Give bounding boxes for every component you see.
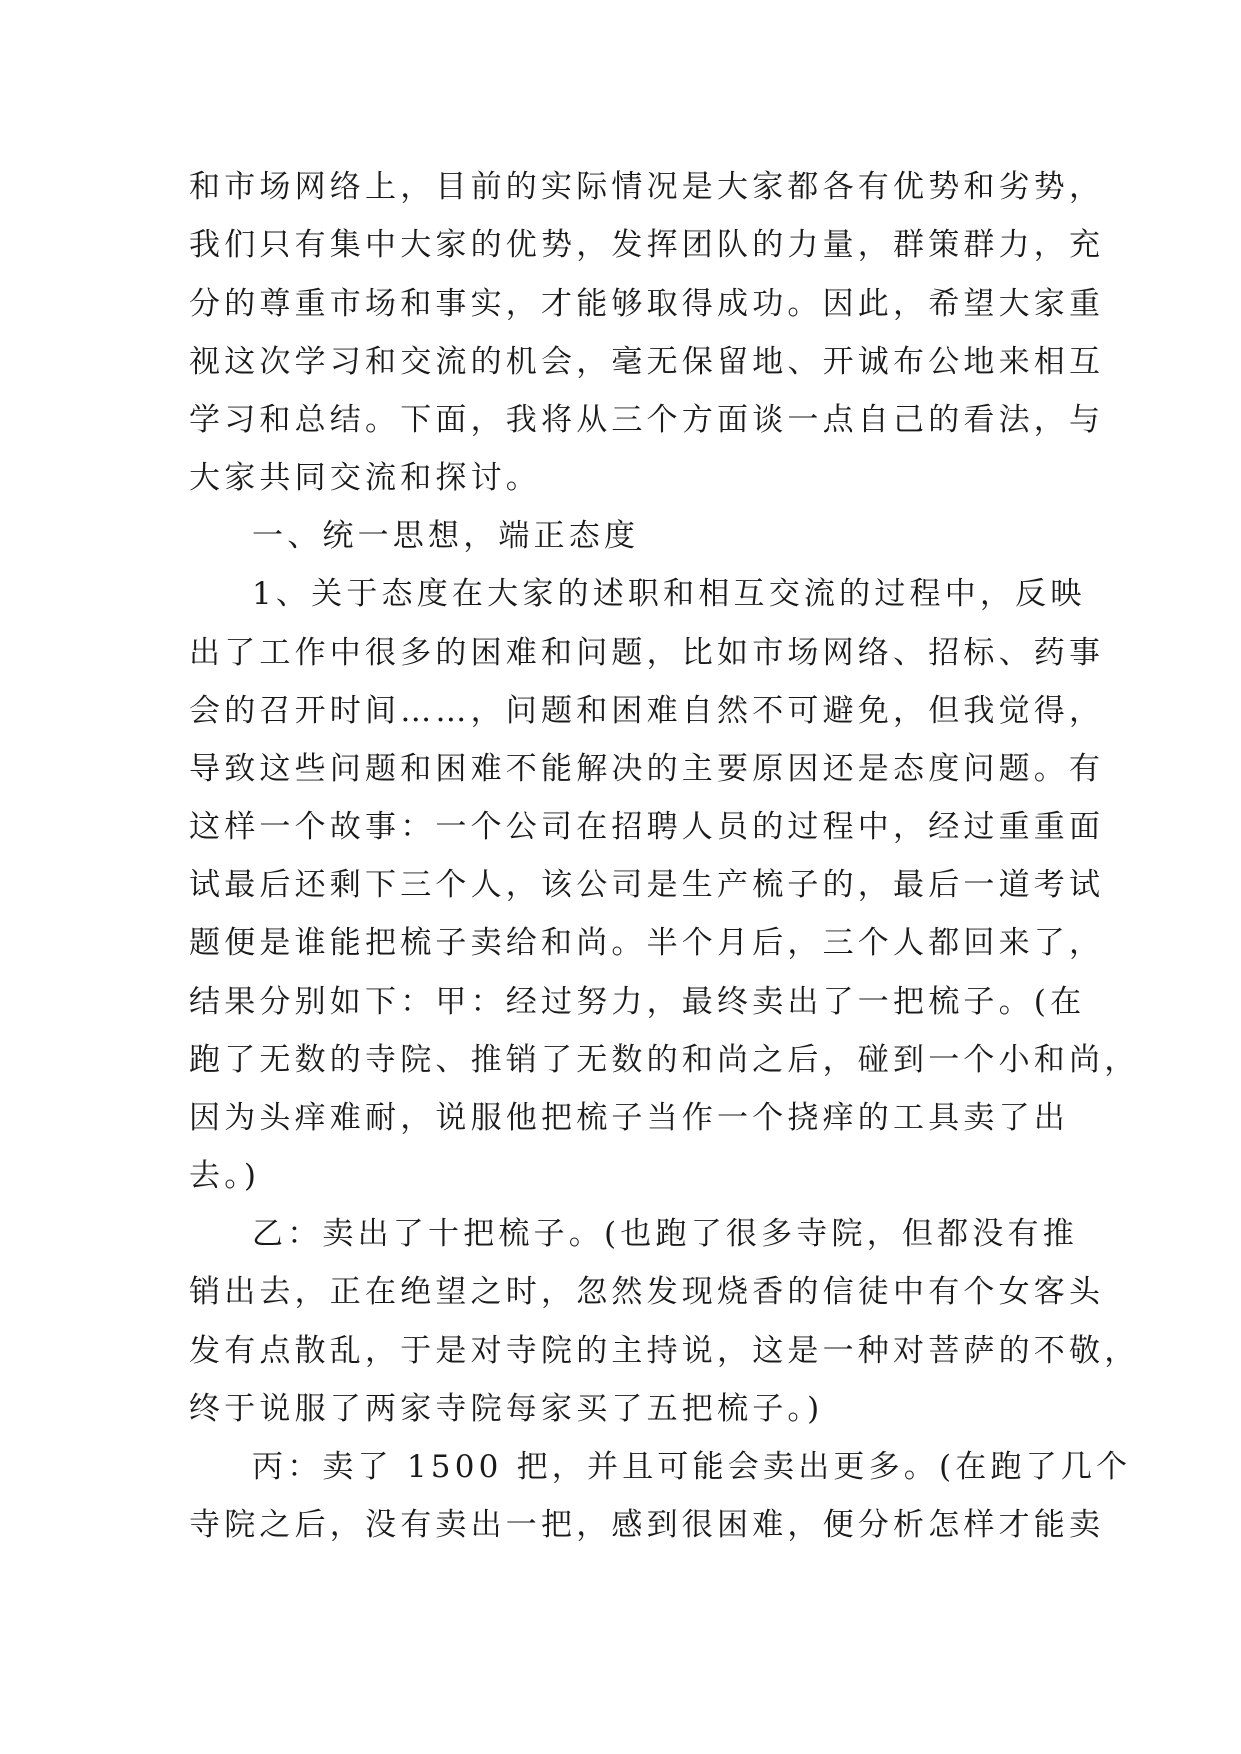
text-line: 销出去，正在绝望之时，忽然发现烧香的信徒中有个女客头	[189, 1274, 1105, 1310]
text-line: 终于说服了两家寺院每家买了五把梳子。)	[189, 1391, 824, 1427]
text-line: 大家共同交流和探讨。	[189, 460, 541, 496]
text-line: 发有点散乱，于是对寺院的主持说，这是一种对菩萨的不敬，	[189, 1333, 1140, 1369]
text-line: 我们只有集中大家的优势，发挥团队的力量，群策群力，充	[189, 227, 1105, 263]
text-line: 去。)	[189, 1158, 261, 1194]
text-line: 试最后还剩下三个人，该公司是生产梳子的，最后一道考试	[189, 867, 1105, 903]
paragraph-start-line: 1、关于态度在大家的述职和相互交流的过程中，反映	[252, 576, 1086, 612]
text-line: 跑了无数的寺院、推销了无数的和尚之后，碰到一个小和尚，	[189, 1042, 1140, 1078]
text-line: 这样一个故事：一个公司在招聘人员的过程中，经过重重面	[189, 809, 1105, 845]
text-line: 分的尊重市场和事实，才能够取得成功。因此，希望大家重	[189, 286, 1105, 322]
text-line: 导致这些问题和困难不能解决的主要原因还是态度问题。有	[189, 751, 1105, 787]
paragraph-start-line: 乙：卖出了十把梳子。(也跑了很多寺院，但都没有推	[252, 1216, 1078, 1252]
text-line: 和市场网络上，目前的实际情况是大家都各有优势和劣势，	[189, 169, 1105, 205]
text-line: 学习和总结。下面，我将从三个方面谈一点自己的看法，与	[189, 402, 1105, 438]
text-line: 题便是谁能把梳子卖给和尚。半个月后，三个人都回来了，	[189, 925, 1105, 961]
paragraph-start-line: 丙：卖了 1500 把，并且可能会卖出更多。(在跑了几个	[252, 1449, 1132, 1485]
text-line: 会的召开时间……，问题和困难自然不可避免，但我觉得，	[189, 693, 1105, 729]
text-line: 结果分别如下：甲：经过努力，最终卖出了一把梳子。(在	[189, 984, 1086, 1020]
section-heading: 一、统一思想，端正态度	[252, 518, 640, 554]
text-line: 视这次学习和交流的机会，毫无保留地、开诚布公地来相互	[189, 344, 1105, 380]
text-line: 寺院之后，没有卖出一把，感到很困难，便分析怎样才能卖	[189, 1507, 1105, 1543]
text-line: 出了工作中很多的困难和问题，比如市场网络、招标、药事	[189, 635, 1105, 671]
text-line: 因为头痒难耐，说服他把梳子当作一个挠痒的工具卖了出	[189, 1100, 1069, 1136]
